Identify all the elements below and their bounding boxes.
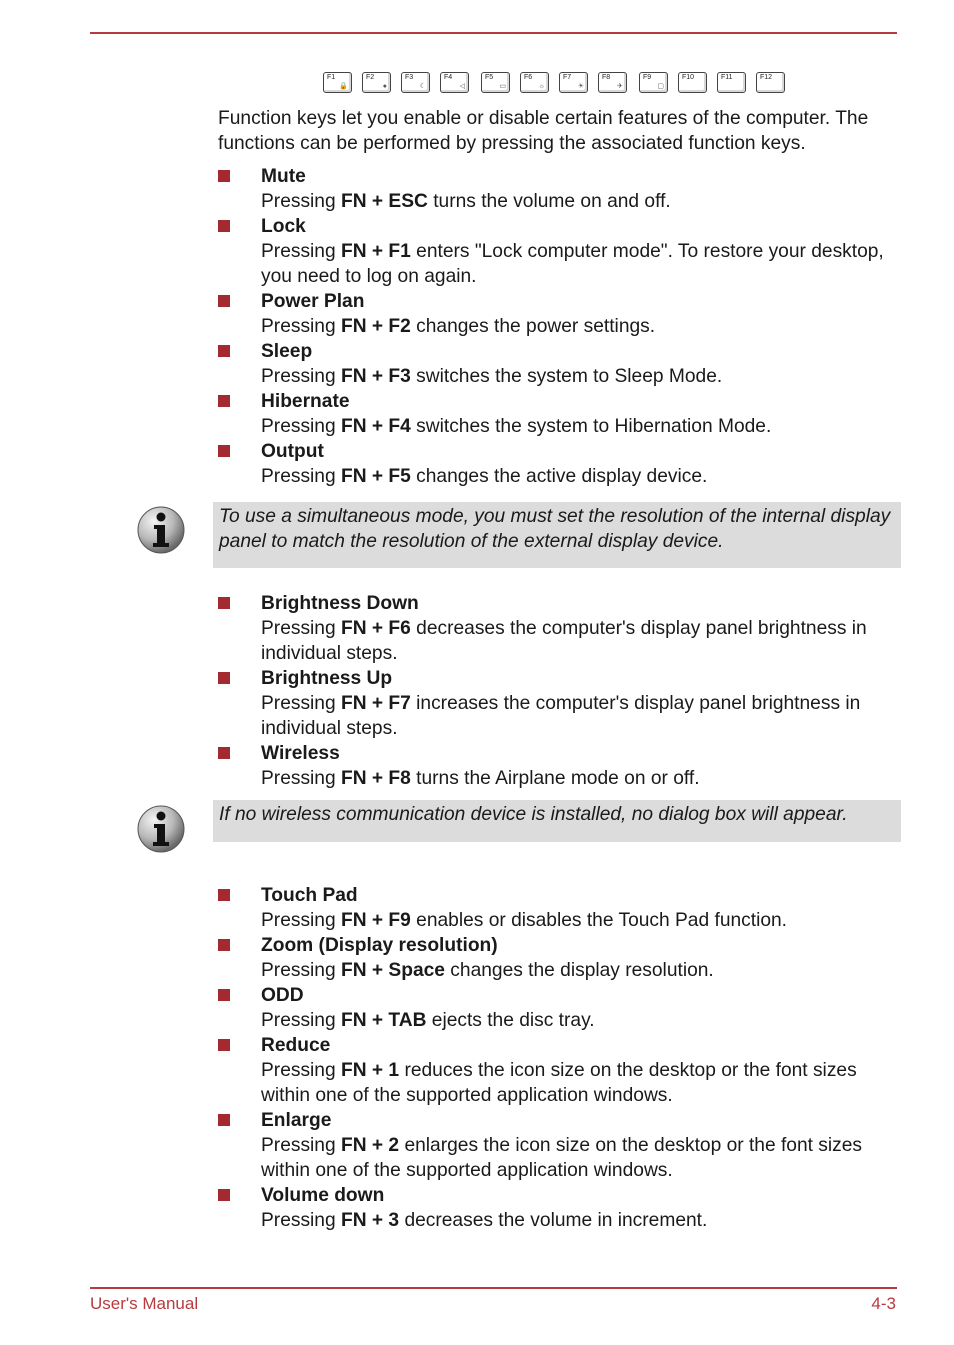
list-item xyxy=(218,591,903,666)
bullet-square-icon xyxy=(218,989,230,1001)
footer-page-number: 4-3 xyxy=(871,1294,896,1313)
item-title: Zoom (Display resolution) xyxy=(261,935,498,956)
item-title: Touch Pad xyxy=(261,885,358,906)
info-icon xyxy=(136,804,186,854)
item-description xyxy=(261,464,903,489)
function-key-label: F4 xyxy=(444,74,453,81)
note-wireless: If no wireless communication device is installed, no dialog box will appear. xyxy=(213,800,901,842)
bullet-square-icon xyxy=(218,939,230,951)
item-key-combo: FN + 2 xyxy=(340,1135,400,1156)
item-title: Power Plan xyxy=(261,291,365,312)
function-key-f6 xyxy=(520,72,549,93)
item-key-combo: FN + F9 xyxy=(340,910,411,931)
function-key-glyph-icon: 🔒 xyxy=(339,83,348,90)
item-desc-text: ejects the disc tray. xyxy=(426,1010,595,1031)
item-key-combo: FN + F8 xyxy=(340,768,411,789)
function-key-label: F10 xyxy=(682,74,695,81)
bullet-square-icon xyxy=(218,889,230,901)
item-desc-text: turns the Airplane mode on or off. xyxy=(410,768,700,789)
bullet-square-icon xyxy=(218,295,230,307)
list-item xyxy=(218,164,903,214)
item-desc-prefix: Pressing xyxy=(261,910,341,931)
function-key-f1 xyxy=(323,72,352,93)
bullet-square-icon xyxy=(218,672,230,684)
item-description xyxy=(261,1208,903,1233)
item-key-combo: FN + F4 xyxy=(340,416,411,437)
bullet-square-icon xyxy=(218,597,230,609)
item-description xyxy=(261,364,903,389)
item-key-combo: FN + TAB xyxy=(340,1010,427,1031)
function-key-label: F3 xyxy=(405,74,414,81)
item-description xyxy=(261,1058,903,1108)
list-item xyxy=(218,983,903,1033)
list-item xyxy=(218,883,903,933)
item-description xyxy=(261,239,903,289)
function-key-f3 xyxy=(401,72,430,93)
footer-manual-title: User's Manual xyxy=(90,1294,199,1313)
function-key-row xyxy=(323,72,793,96)
function-key-glyph-icon: ▢ xyxy=(657,83,664,90)
function-list-3 xyxy=(218,883,903,1233)
list-item xyxy=(218,1108,903,1183)
function-key-glyph-icon: ☾ xyxy=(419,83,426,90)
function-key-f2 xyxy=(362,72,391,93)
bullet-square-icon xyxy=(218,1039,230,1051)
item-key-combo: FN + 1 xyxy=(340,1060,400,1081)
item-key-combo: FN + F5 xyxy=(340,466,411,487)
list-item xyxy=(218,289,903,339)
bullet-square-icon xyxy=(218,1189,230,1201)
item-desc-prefix: Pressing xyxy=(261,1210,341,1231)
function-key-glyph-icon: ✈ xyxy=(617,83,623,90)
item-desc-prefix: Pressing xyxy=(261,768,341,789)
function-key-f12 xyxy=(756,72,785,93)
item-description xyxy=(261,414,903,439)
item-description xyxy=(261,189,903,214)
item-desc-text: increases the computer's display panel brightness in individual steps. xyxy=(261,693,861,739)
function-key-label: F5 xyxy=(485,74,494,81)
item-desc-text: enters "Lock computer mode". To restore your desktop, you need to log on again. xyxy=(261,241,884,287)
item-key-combo: FN + ESC xyxy=(340,191,428,212)
item-desc-text: enlarges the icon size on the desktop or the font sizes within one of the supported application windows. xyxy=(261,1135,863,1181)
item-desc-prefix: Pressing xyxy=(261,366,341,387)
item-key-combo: FN + Space xyxy=(340,960,445,981)
item-desc-prefix: Pressing xyxy=(261,618,341,639)
function-key-glyph-icon: ▭ xyxy=(499,83,506,90)
item-title: ODD xyxy=(261,985,304,1006)
function-key-f11 xyxy=(717,72,746,93)
bullet-square-icon xyxy=(218,747,230,759)
item-title: Enlarge xyxy=(261,1110,332,1131)
item-title: Reduce xyxy=(261,1035,331,1056)
function-key-label: F6 xyxy=(524,74,533,81)
function-key-label: F9 xyxy=(643,74,652,81)
item-desc-text: decreases the computer's display panel brightness in individual steps. xyxy=(261,618,867,664)
item-desc-prefix: Pressing xyxy=(261,191,341,212)
function-key-label: F2 xyxy=(366,74,375,81)
intro-paragraph: Function keys let you enable or disable certain features of the computer. The functions can be performed by pressing the associated function keys. xyxy=(218,108,869,154)
header-rule xyxy=(90,32,897,34)
item-description xyxy=(261,314,903,339)
item-key-combo: FN + F7 xyxy=(340,693,411,714)
bullet-square-icon xyxy=(218,345,230,357)
item-description xyxy=(261,1133,903,1183)
list-item xyxy=(218,1183,903,1233)
item-desc-text: switches the system to Hibernation Mode. xyxy=(410,416,772,437)
item-title: Mute xyxy=(261,166,306,187)
list-item xyxy=(218,389,903,439)
item-description xyxy=(261,1008,903,1033)
function-key-f4 xyxy=(440,72,469,93)
item-desc-text: changes the active display device. xyxy=(410,466,708,487)
info-icon xyxy=(136,505,186,555)
item-desc-text: switches the system to Sleep Mode. xyxy=(410,366,723,387)
bullet-square-icon xyxy=(218,220,230,232)
item-description xyxy=(261,616,903,666)
item-key-combo: FN + 3 xyxy=(340,1210,400,1231)
item-title: Lock xyxy=(261,216,306,237)
note-simultaneous-mode: To use a simultaneous mode, you must set the resolution of the internal display panel to match the resolution of the external display device. xyxy=(213,502,901,568)
function-key-glyph-icon: ☼ xyxy=(538,83,545,90)
item-desc-text: enables or disables the Touch Pad function. xyxy=(410,910,788,931)
item-title: Volume down xyxy=(261,1185,385,1206)
item-desc-prefix: Pressing xyxy=(261,693,341,714)
function-key-f10 xyxy=(678,72,707,93)
item-key-combo: FN + F2 xyxy=(340,316,411,337)
item-desc-prefix: Pressing xyxy=(261,960,341,981)
item-desc-prefix: Pressing xyxy=(261,241,341,262)
list-item xyxy=(218,339,903,389)
function-list-2 xyxy=(218,591,903,791)
function-list-1 xyxy=(218,164,903,489)
function-key-label: F7 xyxy=(563,74,572,81)
item-desc-prefix: Pressing xyxy=(261,1060,341,1081)
item-title: Brightness Up xyxy=(261,668,393,689)
function-key-label: F1 xyxy=(327,74,336,81)
item-desc-prefix: Pressing xyxy=(261,1010,341,1031)
item-key-combo: FN + F3 xyxy=(340,366,411,387)
list-item xyxy=(218,1033,903,1108)
item-description xyxy=(261,691,903,741)
function-key-glyph-icon: ● xyxy=(382,83,387,90)
function-key-label: F11 xyxy=(721,74,733,81)
function-key-f5 xyxy=(481,72,510,93)
item-title: Sleep xyxy=(261,341,313,362)
list-item xyxy=(218,214,903,289)
item-title: Wireless xyxy=(261,743,340,764)
function-key-label: F8 xyxy=(602,74,611,81)
function-key-label: F12 xyxy=(760,74,773,81)
item-desc-prefix: Pressing xyxy=(261,416,341,437)
function-key-f7 xyxy=(559,72,588,93)
list-item xyxy=(218,933,903,983)
item-description xyxy=(261,908,903,933)
item-key-combo: FN + F1 xyxy=(340,241,411,262)
item-desc-prefix: Pressing xyxy=(261,466,341,487)
bullet-square-icon xyxy=(218,170,230,182)
item-title: Brightness Down xyxy=(261,593,419,614)
item-desc-text: changes the power settings. xyxy=(410,316,656,337)
item-key-combo: FN + F6 xyxy=(340,618,411,639)
list-item xyxy=(218,741,903,791)
list-item xyxy=(218,666,903,741)
function-key-glyph-icon: ☀ xyxy=(577,83,584,90)
bullet-square-icon xyxy=(218,1114,230,1126)
item-desc-prefix: Pressing xyxy=(261,316,341,337)
item-description xyxy=(261,766,903,791)
item-desc-text: reduces the icon size on the desktop or the font sizes within one of the supported application windows. xyxy=(261,1060,857,1106)
item-desc-text: changes the display resolution. xyxy=(444,960,714,981)
function-key-f8 xyxy=(598,72,627,93)
bullet-square-icon xyxy=(218,445,230,457)
item-desc-prefix: Pressing xyxy=(261,1135,341,1156)
list-item xyxy=(218,439,903,489)
item-title: Hibernate xyxy=(261,391,350,412)
item-description xyxy=(261,958,903,983)
function-key-f9 xyxy=(639,72,668,93)
item-desc-text: turns the volume on and off. xyxy=(427,191,671,212)
function-key-glyph-icon: ◁ xyxy=(459,83,465,90)
item-desc-text: decreases the volume in increment. xyxy=(399,1210,708,1231)
footer-rule xyxy=(90,1287,897,1289)
bullet-square-icon xyxy=(218,395,230,407)
item-title: Output xyxy=(261,441,324,462)
